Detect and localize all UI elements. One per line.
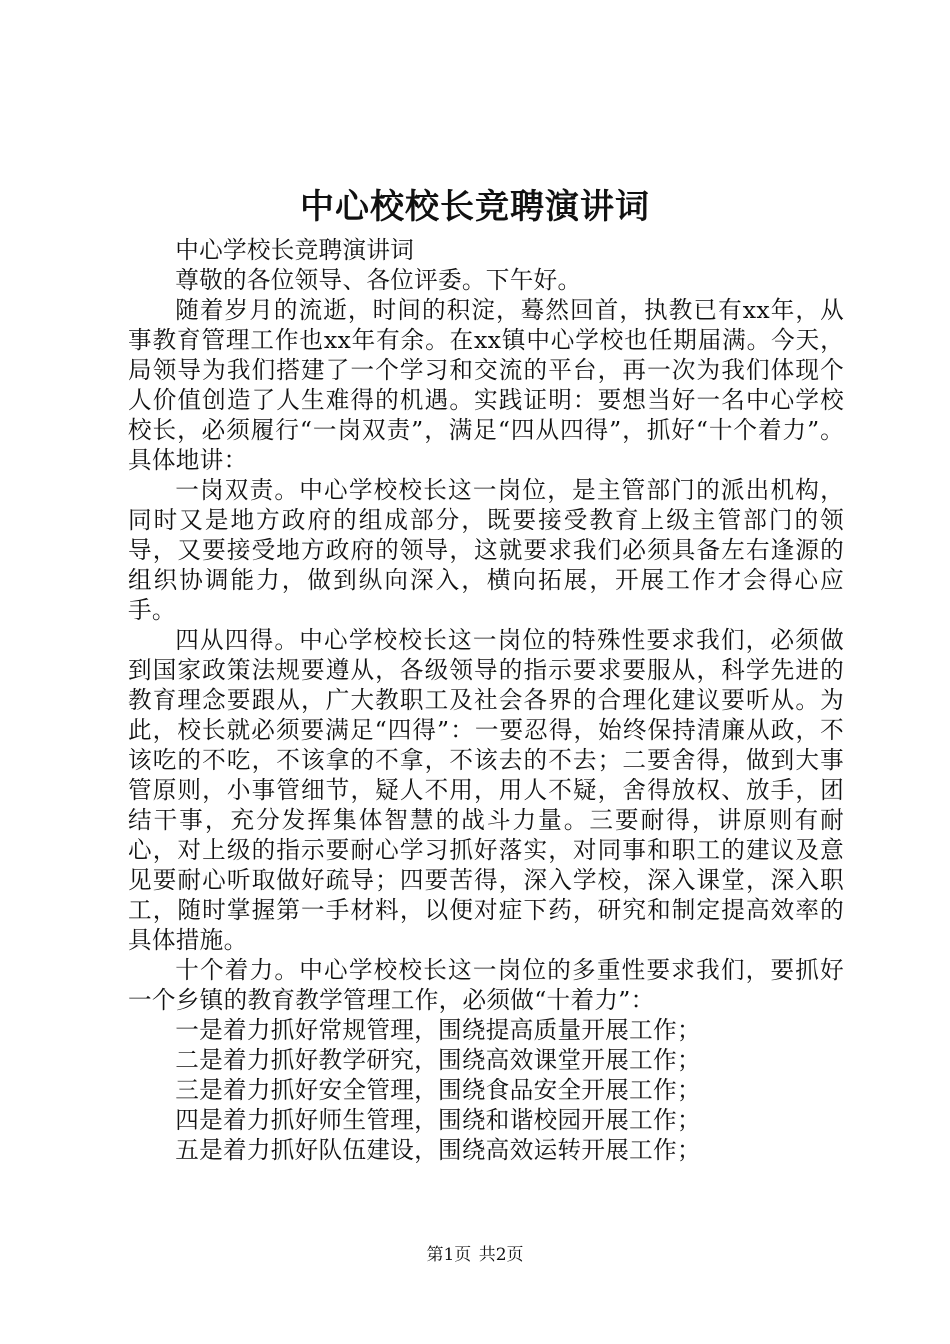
list-item-effort-4: 四是着力抓好师生管理，围绕和谐校园开展工作； bbox=[175, 1106, 701, 1134]
paragraph-greeting: 尊敬的各位领导、各位评委。下午好。 bbox=[175, 266, 582, 294]
document-title: 中心校校长竞聘演讲词 bbox=[300, 187, 650, 227]
paragraph-ten-efforts: 十个着力。中心学校校长这一岗位的多重性要求我们，要抓好一个乡镇的教育教学管理工作，必须做“十着力”： bbox=[128, 956, 844, 1014]
list-item-effort-1: 一是着力抓好常规管理，围绕提高质量开展工作； bbox=[175, 1016, 701, 1044]
list-item-effort-3: 三是着力抓好安全管理，围绕食品安全开展工作； bbox=[175, 1076, 701, 1104]
paragraph-four-follows-four-gains: 四从四得。中心学校校长这一岗位的特殊性要求我们，必须做到国家政策法规要遵从，各级领导的指示要求要服从，科学先进的教育理念要跟从，广大教职工及社会各界的合理化建议要听从。为此，校长就必须要满足“四得”：一要忍得，始终保持清廉从政，不该吃的不吃，不该拿的不拿，不该去的不去；二要舍得，做到大事管原则，小事管细节，疑人不用，用人不疑，舍得放权、放手，团结干事，充分发挥集体智慧的战斗力量。三要耐得，讲原则有耐心，对上级的指示要耐心学习抓好落实，对同事和职工的建议及意见要耐心听取做好疏导；四要苦得，深入学校，深入课堂，深入职工，随时掌握第一手材料，以便对症下药，研究和制定提高效率的具体措施。 bbox=[128, 626, 844, 954]
paragraph-one-post-two-duties: 一岗双责。中心学校校长这一岗位，是主管部门的派出机构，同时又是地方政府的组成部分，既要接受教育上级主管部门的领导，又要接受地方政府的领导，这就要求我们必须具备左右逢源的组织协调能力，做到纵向深入，横向拓展，开展工作才会得心应手。 bbox=[128, 476, 844, 624]
list-item-effort-2: 二是着力抓好教学研究，围绕高效课堂开展工作； bbox=[175, 1046, 701, 1074]
paragraph-subtitle: 中心学校长竞聘演讲词 bbox=[175, 236, 415, 264]
document-body bbox=[128, 235, 844, 1165]
list-item-effort-5: 五是着力抓好队伍建设，围绕高效运转开展工作； bbox=[175, 1136, 701, 1164]
page-number-footer: 第1页 共2页 bbox=[426, 1245, 524, 1265]
paragraph-intro: 随着岁月的流逝，时间的积淀，蓦然回首，执教已有xx年，从事教育管理工作也xx年有余。在xx镇中心学校也任期届满。今天，局领导为我们搭建了一个学习和交流的平台，再一次为我们体现个人价值创造了人生难得的机遇。实践证明：要想当好一名中心学校校长，必须履行“一岗双责”，满足“四从四得”，抓好“十个着力”。具体地讲： bbox=[128, 296, 844, 474]
